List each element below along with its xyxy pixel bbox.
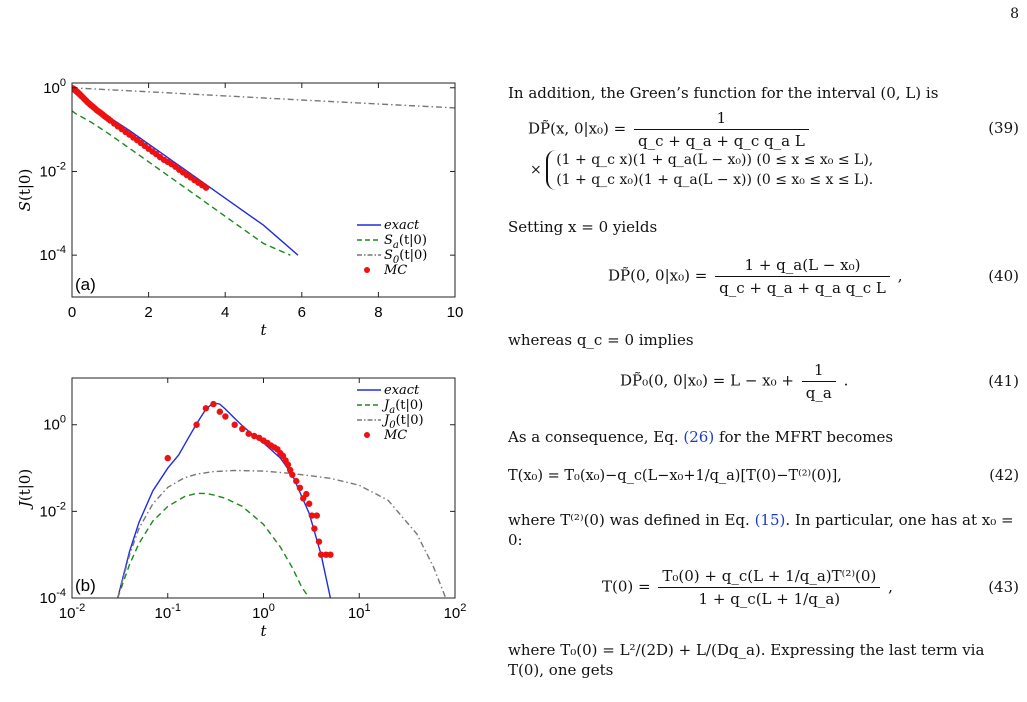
panel-b-mc-point-4 bbox=[217, 409, 223, 415]
paragraph-setting: Setting x = 0 yields bbox=[508, 218, 658, 236]
panel-b-xtick-label-4: $10^2$ bbox=[443, 602, 467, 622]
panel-a-xtick-label-1: 2 bbox=[144, 304, 153, 321]
panel-b-panel-label: (b) bbox=[75, 576, 96, 595]
figure-panels bbox=[0, 0, 480, 702]
panel-a-legend-entry-3: MC bbox=[384, 263, 408, 278]
eq43-number: (43) bbox=[988, 578, 1019, 596]
panel-a-xtick-label-4: 8 bbox=[374, 304, 383, 321]
panel-a-series-s0t0 bbox=[72, 88, 455, 108]
panel-a-xlabel: t bbox=[260, 321, 267, 339]
panel-b-ytick-label-1: $10^{-2}$ bbox=[39, 500, 66, 521]
panel-b-xtick-label-0: $10^{-2}$ bbox=[58, 602, 86, 622]
eq41-denominator: q_a bbox=[805, 384, 832, 402]
panel-b-legend-entry-1: $J_a(t|0)$ bbox=[384, 398, 424, 416]
eq39-cases-brace bbox=[546, 150, 873, 190]
text-column bbox=[508, 0, 1023, 702]
panel-b-mc-point-26 bbox=[306, 501, 312, 507]
equation-40 bbox=[508, 255, 1023, 297]
panel-b-legend bbox=[357, 383, 424, 443]
panel-b-legend-entry-3: MC bbox=[384, 428, 408, 443]
panel-a-legend-entry-1: $S_a(t|0)$ bbox=[384, 233, 427, 251]
panel-b-mc-point-7 bbox=[239, 426, 245, 432]
equation-39 bbox=[508, 108, 1023, 148]
eq41-lhs: DP̃₀(0, 0|x₀) = L − x₀ + bbox=[620, 371, 794, 390]
panel-b-mc-point-30 bbox=[316, 538, 322, 544]
panel-b-mc-point-23 bbox=[297, 485, 303, 491]
panel-a-series-mc bbox=[70, 85, 210, 191]
page-number: 8 bbox=[1010, 6, 1019, 22]
panel-a-legend-entry-2: $S_0(t|0)$ bbox=[384, 248, 428, 266]
equation-41 bbox=[508, 360, 1023, 402]
panel-a-ytick-label-1: $10^{-2}$ bbox=[39, 160, 66, 181]
panel-b-xtick-label-2: $10^0$ bbox=[252, 602, 275, 622]
paragraph-consequence bbox=[508, 427, 1023, 447]
panel-a-legend bbox=[357, 218, 427, 278]
panel-a-xtick-label-5: 10 bbox=[446, 304, 464, 321]
panel-b-series-exact bbox=[118, 403, 331, 598]
paragraph-where-T0: where T₀(0) = L²/(2D) + L/(Dq_a). Expressing the last term via T(0), one gets bbox=[508, 641, 985, 679]
panel-b-flux-plot bbox=[16, 378, 466, 640]
eq39-case-1: (1 + q_c x)(1 + q_a(L − x₀)) (0 ≤ x ≤ x₀ ≤ L), bbox=[556, 152, 874, 168]
panel-b-mc-point-0 bbox=[165, 455, 171, 461]
panel-b-series-mc bbox=[165, 401, 334, 558]
eq41-numerator: 1 bbox=[802, 360, 836, 382]
eq39-times: × bbox=[530, 162, 542, 178]
equation-43 bbox=[508, 566, 1023, 608]
panel-b-legend-swatch-3 bbox=[364, 432, 370, 438]
panel-b-mc-point-29 bbox=[314, 512, 320, 518]
panel-b-ylabel: J(t|0) bbox=[16, 468, 34, 508]
eq39-fraction bbox=[634, 108, 809, 151]
eq39-numerator: 1 bbox=[634, 108, 809, 130]
eq40-tail: , bbox=[897, 266, 903, 285]
panel-a-ylabel: S(t|0) bbox=[16, 168, 34, 212]
paragraph-whereas: whereas q_c = 0 implies bbox=[508, 331, 694, 349]
eq41-fraction bbox=[802, 360, 836, 403]
eq43-lhs: T(0) = bbox=[602, 577, 651, 596]
panel-b-ytick-label-0: $10^0$ bbox=[43, 413, 66, 434]
panel-a-legend-swatch-3 bbox=[364, 267, 370, 273]
eq43-fraction bbox=[658, 566, 880, 609]
panel-a-panel-label: (a) bbox=[75, 275, 96, 294]
panel-b-mc-point-28 bbox=[311, 525, 317, 531]
panel-a-mc-point-52 bbox=[203, 184, 209, 190]
p4-text-b: for the MFRT becomes bbox=[714, 428, 894, 446]
eq42-body: T(x₀) = T₀(x₀)−q_c(L−x₀+1/q_a)[T(0)−T⁽²⁾(0)], bbox=[508, 468, 842, 484]
paragraph-where-T2 bbox=[508, 510, 1023, 550]
panel-a-xtick-label-0: 0 bbox=[67, 304, 77, 321]
panel-a-ytick-label-2: $10^{-4}$ bbox=[39, 244, 66, 265]
eq43-denominator: 1 + q_c(L + 1/q_a) bbox=[698, 590, 841, 608]
p5-text-b: . In particular, one has at x₀ = 0: bbox=[508, 511, 1014, 549]
panel-b-ytick-label-2: $10^{-4}$ bbox=[39, 587, 66, 607]
panel-a-xtick-label-2: 4 bbox=[221, 304, 230, 321]
eq39-denominator: q_c + q_a + q_c q_a L bbox=[638, 132, 805, 150]
panel-b-mc-point-3 bbox=[210, 401, 216, 407]
panel-b-series-jat0 bbox=[118, 493, 310, 598]
panel-b-mc-point-22 bbox=[293, 478, 299, 484]
panel-b-xlabel: t bbox=[260, 622, 267, 640]
equation-42 bbox=[508, 466, 1023, 488]
panel-b-mc-point-33 bbox=[327, 551, 333, 557]
eq40-numerator: 1 + q_a(L − x₀) bbox=[715, 255, 890, 277]
panel-b-mc-point-21 bbox=[289, 472, 295, 478]
panel-b-xtick-label-1: $10^{-1}$ bbox=[154, 602, 181, 622]
eq43-numerator: T₀(0) + q_c(L + 1/q_a)T⁽²⁾(0) bbox=[658, 566, 880, 588]
panel-a-survival-plot bbox=[16, 77, 463, 339]
panel-b-mc-point-5 bbox=[222, 413, 228, 419]
panel-b-series-j0t0 bbox=[118, 471, 446, 599]
eq40-number: (40) bbox=[988, 267, 1019, 285]
panel-b-mc-point-25 bbox=[303, 491, 309, 497]
panel-b-xtick-label-3: $10^1$ bbox=[347, 602, 371, 622]
panel-a-series-sat0 bbox=[72, 111, 290, 255]
eq39-lhs: DP̃(x, 0|x₀) = bbox=[528, 119, 627, 138]
panel-a-ytick-label-0: $10^0$ bbox=[43, 76, 66, 97]
eq26-link[interactable]: (26) bbox=[683, 428, 715, 446]
panel-a-xtick-label-3: 6 bbox=[297, 304, 306, 321]
eq41-number: (41) bbox=[988, 372, 1019, 390]
eq40-lhs: DP̃(0, 0|x₀) = bbox=[608, 266, 708, 285]
panel-b-mc-point-6 bbox=[231, 422, 237, 428]
eq15-link[interactable]: (15) bbox=[754, 511, 786, 529]
panel-b-mc-point-2 bbox=[203, 405, 209, 411]
eq41-tail: . bbox=[843, 371, 849, 390]
panel-a-legend-entry-0: exact bbox=[384, 218, 420, 233]
p5-text-a: where T⁽²⁾(0) was defined in Eq. bbox=[508, 511, 755, 529]
p4-text-a: As a consequence, Eq. bbox=[508, 428, 684, 446]
eq42-number: (42) bbox=[989, 468, 1019, 484]
eq39-case-2: (1 + q_c x₀)(1 + q_a(L − x)) (0 ≤ x₀ ≤ x ≤ L). bbox=[556, 172, 874, 188]
panel-b-legend-entry-0: exact bbox=[384, 383, 420, 398]
eq43-tail: , bbox=[888, 577, 893, 596]
eq40-denominator: q_c + q_a + q_a q_c L bbox=[719, 279, 886, 297]
panel-b-mc-point-1 bbox=[193, 422, 199, 428]
eq39-number: (39) bbox=[988, 119, 1019, 137]
eq40-fraction bbox=[715, 255, 890, 298]
equation-39-cases bbox=[508, 150, 1023, 196]
panel-b-legend-entry-2: $J_0(t|0)$ bbox=[384, 413, 424, 431]
paragraph-green-function: In addition, the Green’s function for the interval (0, L) is bbox=[508, 84, 939, 102]
panel-b-mc-point-8 bbox=[245, 431, 251, 437]
